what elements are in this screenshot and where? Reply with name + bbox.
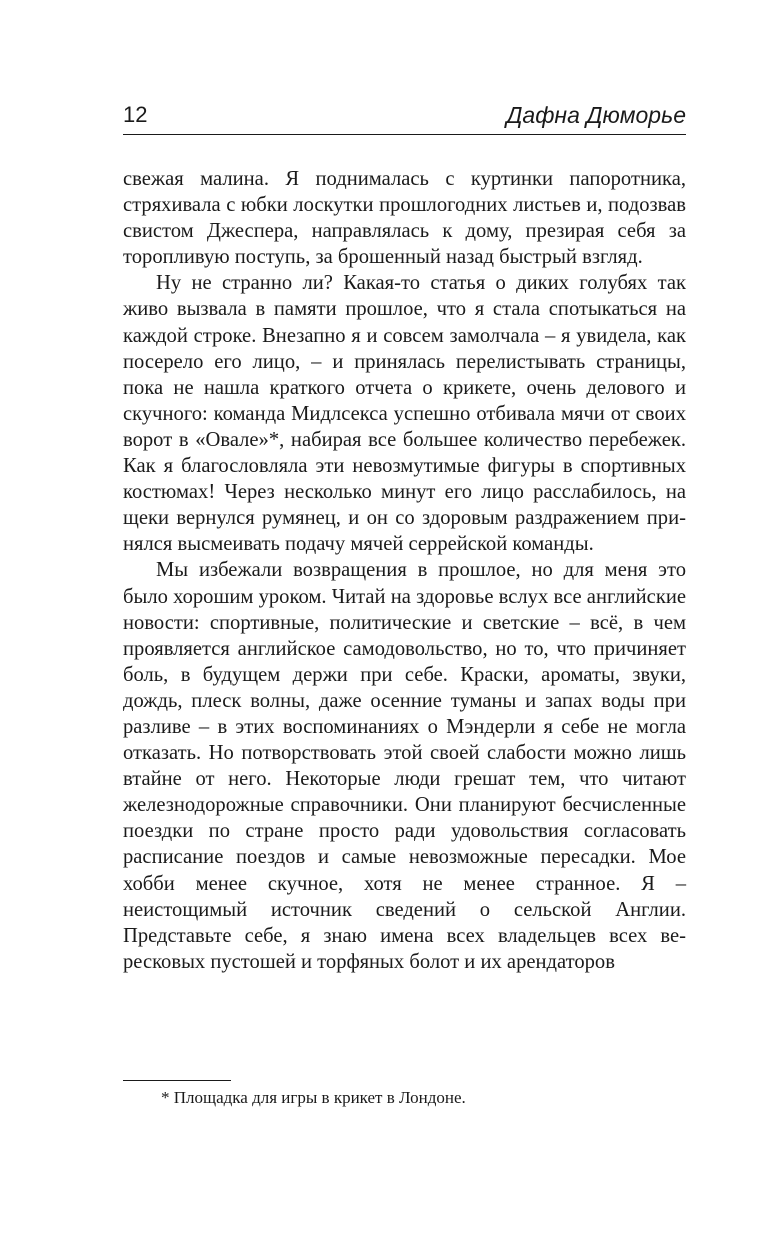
page-number: 12 — [123, 102, 148, 127]
paragraph: свежая малина. Я поднималась с куртинки папоротника, стряхивала с юбки лоскутки прошлогодних листьев и, подозвав свистом Джеспера, направлялась к дому, презирая себя за торопливую поступь, за брошенный назад быстрый взгляд. — [123, 168, 686, 269]
paragraph: Ну не странно ли? Какая-то статья о диких голубях так живо вызвала в памяти прошлое, что я стала спотыкаться на каждой строке. Внезапно я и совсем замолчала – я увидела, как посерело его лицо, – и принялась перелистывать страницы, пока не нашла краткого отчета о крикете, очень делового и скучного: команда Мидлсекса успешно отбивала мячи от своих ворот в «Овале»*, набирая все большее количество перебежек. Как я благословляла эти невозмутимые фигуры в спортивных костюмах! Через несколько минут его лицо расслабилось, на щеки вернулся румянец, и он со здоровым раздражением принялся высмеивать подачу мячей серрейской команды. — [123, 272, 686, 556]
header-divider — [123, 134, 686, 135]
footnote: * Площадка для игры в крикет в Лондоне. — [161, 1088, 466, 1107]
footnote-divider — [123, 1080, 231, 1081]
paragraph: Мы избежали возвращения в прошлое, но для меня это было хорошим уроком. Читай на здоровье вслух все английские новости: спортивные, политические и светские – всё, в чем проявляется английское самодовольство, но то, что причиняет боль, в будущем держи при себе. Краски, ароматы, звуки, дождь, плеск волны, даже осенние туманы и запах воды при разливе – в этих воспоминаниях о Мэндерли я себе не могла отказать. Но потворствовать этой своей слабости можно лишь втайне от него. Некоторые люди грешат тем, что читают железнодорожные справочники. Они планируют бесчисленные поездки по стране просто ради удовольствия согласовать расписание поездов и самые невозможные пересадки. Мое хобби менее скучное, хотя не менее странное. Я – неистощимый источник сведений о сельской Англии. Представьте себе, я знаю имена всех владельцев всех вересковых пустошей и торфяных болот и их арендаторов — [123, 559, 686, 973]
page-header — [123, 100, 686, 132]
running-title: Дафна Дюморье — [506, 102, 686, 128]
body-text — [123, 166, 686, 975]
